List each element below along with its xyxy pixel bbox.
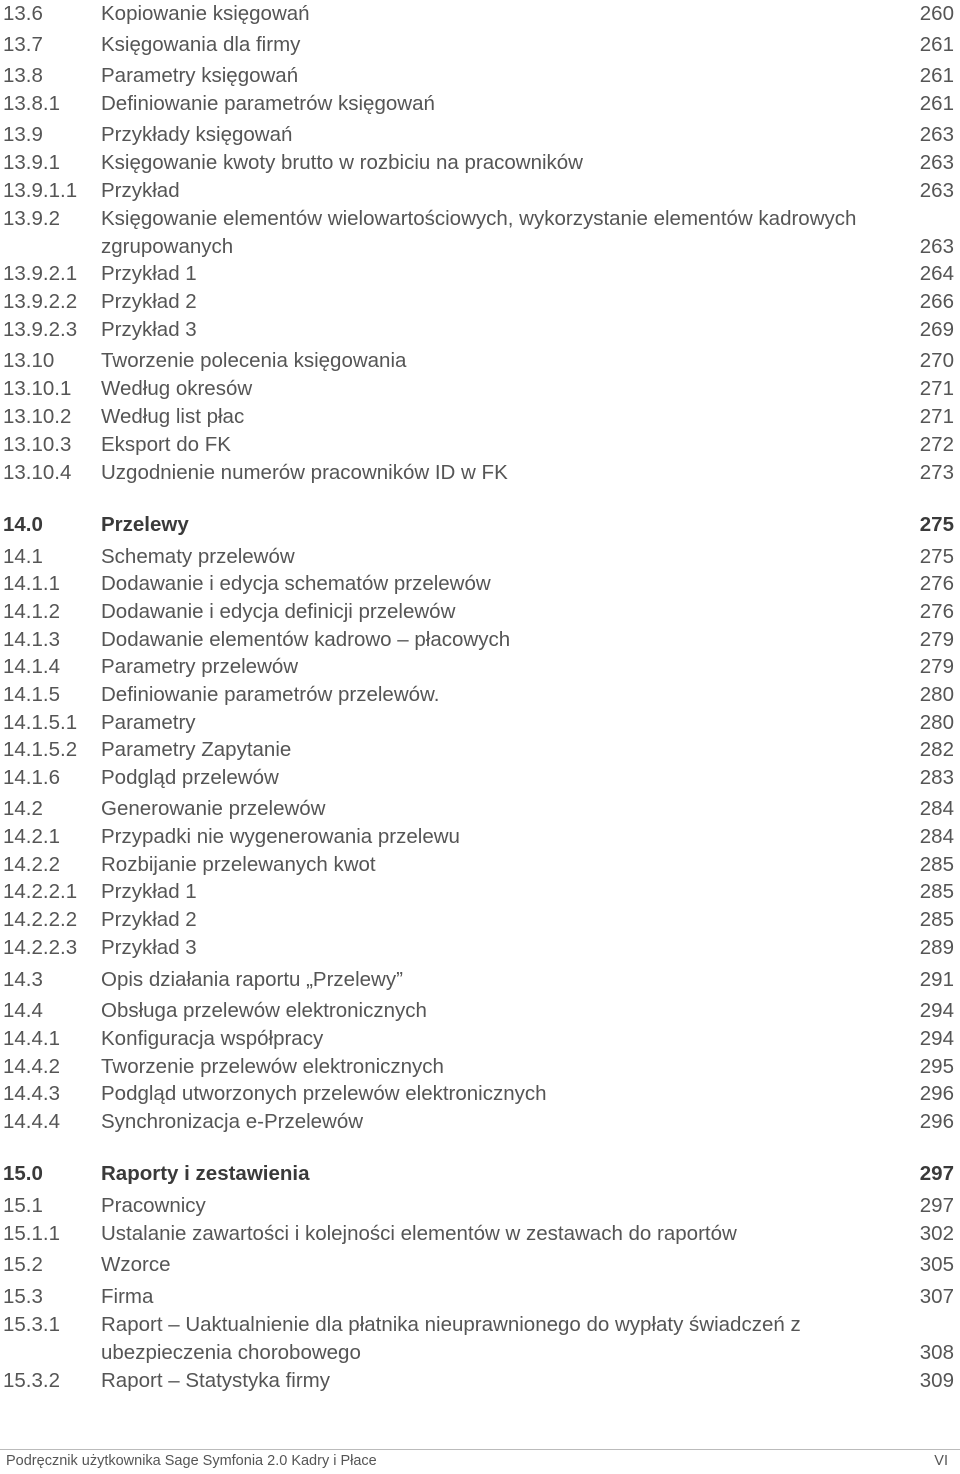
page-number: 284: [919, 797, 954, 820]
section-number: 14.2.2.1: [3, 880, 78, 903]
section-title: Przykład 3: [101, 936, 197, 959]
section-number: 15.1: [3, 1194, 43, 1217]
section-title: Przypadki nie wygenerowania przelewu: [101, 825, 460, 848]
page-number: 263: [919, 235, 954, 258]
section-title: Uzgodnienie numerów pracowników ID w FK: [101, 461, 508, 484]
section-title: Definiowanie parametrów przelewów.: [101, 683, 440, 706]
section-title: Rozbijanie przelewanych kwot: [101, 853, 376, 876]
section-number: 14.1.5.1: [3, 711, 78, 734]
section-title: Według list płac: [101, 405, 245, 428]
section-title: Podgląd przelewów: [101, 766, 279, 789]
page-number: 279: [919, 628, 954, 651]
section-number: 14.1.5.2: [3, 738, 78, 761]
section-number: 15.2: [3, 1253, 43, 1276]
section-number: 13.9.2.1: [3, 262, 78, 285]
section-title: Księgowanie elementów wielowartościowych, wykorzystanie elementów kadrowych zgrupowanych: [101, 207, 857, 258]
section-title: Definiowanie parametrów księgowań: [101, 92, 435, 115]
section-title: Wzorce: [101, 1253, 171, 1276]
page-number: 275: [919, 513, 954, 536]
section-title: Tworzenie polecenia księgowania: [101, 349, 407, 372]
footer-page-number: VI: [934, 1453, 948, 1469]
page-number: 272: [919, 433, 954, 456]
section-number: 13.9.2.3: [3, 318, 78, 341]
page-number: 295: [919, 1055, 954, 1078]
section-number: 14.1.2: [3, 600, 60, 623]
section-title: Przykład 2: [101, 290, 197, 313]
section-title: Dodawanie elementów kadrowo – płacowych: [101, 628, 511, 651]
section-title: Podgląd utworzonych przelewów elektronicznych: [101, 1082, 547, 1105]
section-title: Według okresów: [101, 377, 253, 400]
section-title: Przykłady księgowań: [101, 123, 293, 146]
page-number: 280: [919, 711, 954, 734]
page-number: 263: [919, 179, 954, 202]
section-title: Księgowania dla firmy: [101, 33, 301, 56]
section-title: Konfiguracja współpracy: [101, 1027, 324, 1050]
section-number: 13.9.1: [3, 151, 60, 174]
page-number: 283: [919, 766, 954, 789]
section-number: 13.10.1: [3, 377, 72, 400]
page-number: 261: [919, 64, 954, 87]
page-number: 307: [919, 1285, 954, 1308]
toc-entry[interactable]: [0, 1311, 960, 1367]
toc-entry[interactable]: [0, 205, 960, 261]
section-number: 14.4.1: [3, 1027, 60, 1050]
section-number: 13.7: [3, 33, 43, 56]
section-number: 14.4.3: [3, 1082, 60, 1105]
page-number: 273: [919, 461, 954, 484]
page-number: 291: [919, 968, 954, 991]
page-number: 282: [919, 738, 954, 761]
section-title: Generowanie przelewów: [101, 797, 326, 820]
section-number: 14.1.4: [3, 655, 60, 678]
section-title: Obsługa przelewów elektronicznych: [101, 999, 427, 1022]
section-title: Przykład 2: [101, 908, 197, 931]
page-number: 302: [919, 1222, 954, 1245]
section-number: 15.1.1: [3, 1222, 60, 1245]
section-number: 13.10.2: [3, 405, 72, 428]
page-footer: [0, 1449, 960, 1474]
section-title: Firma: [101, 1285, 154, 1308]
section-number: 14.1.6: [3, 766, 60, 789]
section-number: 13.9.2.2: [3, 290, 78, 313]
page-number: 270: [919, 349, 954, 372]
page-number: 309: [919, 1369, 954, 1392]
section-number: 14.4.4: [3, 1110, 60, 1133]
section-title: Przykład: [101, 179, 180, 202]
section-number: 15.3.2: [3, 1369, 60, 1392]
section-title: Raport – Statystyka firmy: [101, 1369, 330, 1392]
page-number: 269: [919, 318, 954, 341]
section-title: Opis działania raportu „Przelewy”: [101, 968, 403, 991]
section-number: 13.9.2: [3, 207, 60, 230]
page-number: 261: [919, 33, 954, 56]
chapter-number: 15.0: [3, 1162, 43, 1185]
section-title: Przykład 3: [101, 318, 197, 341]
page-number: 296: [919, 1110, 954, 1133]
section-number: 14.1: [3, 545, 43, 568]
section-number: 13.6: [3, 2, 43, 25]
page-number: 285: [919, 853, 954, 876]
section-number: 13.9: [3, 123, 43, 146]
section-number: 13.10.4: [3, 461, 72, 484]
page-number: 276: [919, 600, 954, 623]
page-number: 285: [919, 880, 954, 903]
section-title: Kopiowanie księgowań: [101, 2, 310, 25]
page-number: 308: [919, 1341, 954, 1364]
section-title: Przykład 1: [101, 262, 197, 285]
section-title: Dodawanie i edycja definicji przelewów: [101, 600, 456, 623]
page-number: 285: [919, 908, 954, 931]
page-number: 260: [919, 2, 954, 25]
page-number: 263: [919, 123, 954, 146]
section-number: 14.2.2.2: [3, 908, 78, 931]
chapter-title: Przelewy: [101, 513, 189, 536]
section-title: Synchronizacja e-Przelewów: [101, 1110, 364, 1133]
page-number: 297: [919, 1162, 954, 1185]
page-number: 266: [919, 290, 954, 313]
page-number: 276: [919, 572, 954, 595]
page-number: 263: [919, 151, 954, 174]
section-title: Schematy przelewów: [101, 545, 295, 568]
section-number: 14.2.2: [3, 853, 60, 876]
page-number: 271: [919, 377, 954, 400]
section-number: 14.1.1: [3, 572, 60, 595]
section-number: 13.8: [3, 64, 43, 87]
page-number: 271: [919, 405, 954, 428]
section-number: 13.8.1: [3, 92, 60, 115]
section-number: 15.3: [3, 1285, 43, 1308]
page-number: 289: [919, 936, 954, 959]
section-title: Księgowanie kwoty brutto w rozbiciu na pracowników: [101, 151, 583, 174]
page-number: 261: [919, 92, 954, 115]
section-title: Parametry księgowań: [101, 64, 299, 87]
section-title: Ustalanie zawartości i kolejności elementów w zestawach do raportów: [101, 1222, 737, 1245]
section-number: 13.9.1.1: [3, 179, 78, 202]
section-title: Raport – Uaktualnienie dla płatnika nieuprawnionego do wypłaty świadczeń z ubezpieczenia chorobowego: [101, 1313, 801, 1364]
page-number: 294: [919, 999, 954, 1022]
section-title: Parametry przelewów: [101, 655, 299, 678]
section-number: 15.3.1: [3, 1313, 60, 1336]
footer-document-title: Podręcznik użytkownika Sage Symfonia 2.0 Kadry i Płace: [6, 1453, 377, 1469]
page-number: 279: [919, 655, 954, 678]
section-title: Dodawanie i edycja schematów przelewów: [101, 572, 491, 595]
section-number: 14.1.3: [3, 628, 60, 651]
section-title: Parametry Zapytanie: [101, 738, 292, 761]
section-number: 14.3: [3, 968, 43, 991]
section-title: Eksport do FK: [101, 433, 231, 456]
page-number: 296: [919, 1082, 954, 1105]
section-title: Pracownicy: [101, 1194, 206, 1217]
page-number: 264: [919, 262, 954, 285]
section-number: 14.2.2.3: [3, 936, 78, 959]
section-title: Tworzenie przelewów elektronicznych: [101, 1055, 444, 1078]
page-number: 280: [919, 683, 954, 706]
chapter-title: Raporty i zestawienia: [101, 1162, 310, 1185]
section-number: 14.4: [3, 999, 43, 1022]
page-number: 305: [919, 1253, 954, 1276]
chapter-number: 14.0: [3, 513, 43, 536]
section-number: 14.1.5: [3, 683, 60, 706]
section-title: Przykład 1: [101, 880, 197, 903]
page-number: 297: [919, 1194, 954, 1217]
page-number: 294: [919, 1027, 954, 1050]
section-number: 14.4.2: [3, 1055, 60, 1078]
section-number: 14.2.1: [3, 825, 60, 848]
section-number: 13.10.3: [3, 433, 72, 456]
page-number: 284: [919, 825, 954, 848]
section-number: 13.10: [3, 349, 55, 372]
page-number: 275: [919, 545, 954, 568]
section-title: Parametry: [101, 711, 196, 734]
section-number: 14.2: [3, 797, 43, 820]
